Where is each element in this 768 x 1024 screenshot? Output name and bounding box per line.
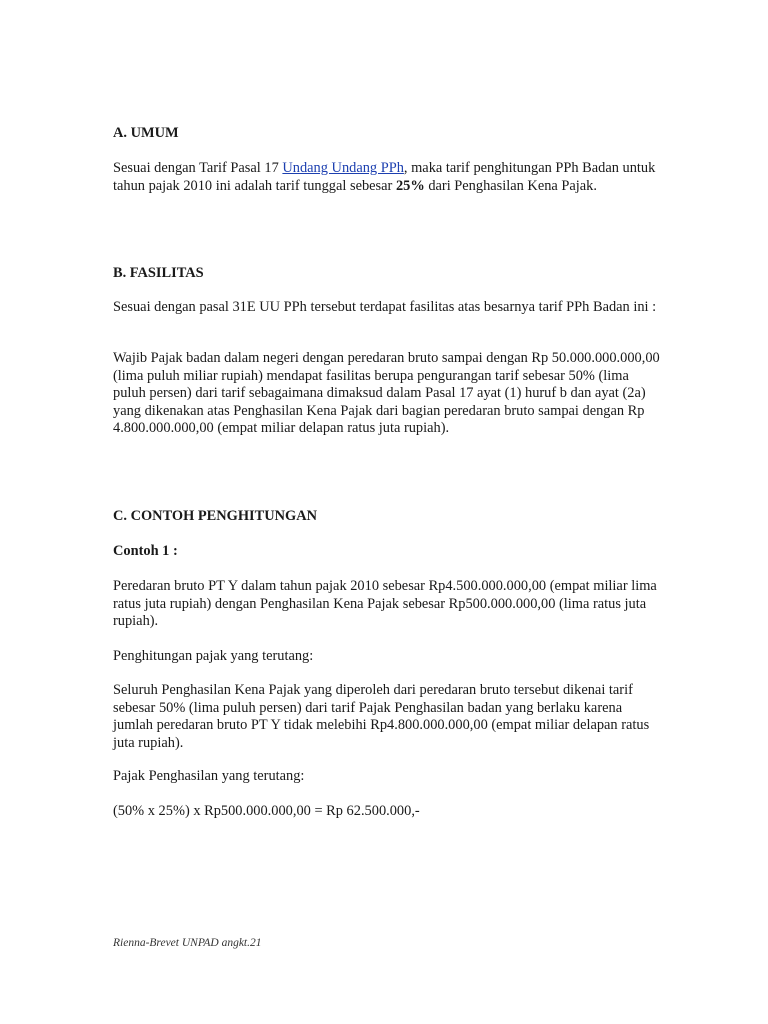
section-c-heading: C. CONTOH PENGHITUNGAN xyxy=(113,508,318,524)
section-b-paragraph-1: Sesuai dengan pasal 31E UU PPh tersebut terdapat fasilitas atas besarnya tarif PPh Badan ini : xyxy=(113,299,657,315)
section-c-paragraph-1: Peredaran bruto PT Y dalam tahun pajak 2010 sebesar Rp4.500.000.000,00 (empat miliar lima ratus juta rupiah) dengan Penghasilan Kena Pajak sebesar Rp500.000.000,00 (lima ratus juta rupiah). xyxy=(113,578,657,629)
section-c-paragraph-4: Pajak Penghasilan yang terutang: xyxy=(113,768,305,784)
undang-undang-pph-link[interactable]: Undang Undang PPh xyxy=(282,160,404,176)
section-c-calculation: (50% x 25%) x Rp500.000.000,00 = Rp 62.500.000,- xyxy=(113,803,420,819)
section-c-paragraph-2: Penghitungan pajak yang terutang: xyxy=(113,648,314,664)
tarif-bold-value: 25% xyxy=(395,177,425,194)
section-a-text-3: dari Penghasilan Kena Pajak. xyxy=(424,177,597,194)
contoh-1-heading: Contoh 1 : xyxy=(113,543,178,559)
section-b-heading: B. FASILITAS xyxy=(113,265,204,281)
section-a-paragraph xyxy=(113,160,658,195)
section-a-heading: A. UMUM xyxy=(113,125,179,141)
section-a-text-2: , maka tarif penghitungan PPh Badan untuk tahun pajak 2010 ini adalah tarif tunggal sebesar xyxy=(113,160,656,194)
section-b-paragraph-2: Wajib Pajak badan dalam negeri dengan peredaran bruto sampai dengan Rp 50.000.000.000,00 (lima puluh miliar rupiah) mendapat fasilitas berupa pengurangan tarif sebesar 50% (lima puluh persen) dari tarif sebagaimana dimaksud dalam Pasal 17 ayat (1) huruf b dan ayat (2a) yang dikenakan atas Penghasilan Kena Pajak dari bagian peredaran bruto sampai dengan Rp 4.800.000.000,00 (empat miliar delapan ratus juta rupiah). xyxy=(113,350,660,436)
section-a-text-1: Sesuai dengan Tarif Pasal 17 xyxy=(113,160,283,176)
page-footer: Rienna-Brevet UNPAD angkt.21 xyxy=(113,937,262,949)
section-c-paragraph-3: Seluruh Penghasilan Kena Pajak yang diperoleh dari peredaran bruto tersebut dikenai tarif sebesar 50% (lima puluh persen) dari tarif Pajak Penghasilan badan yang berlaku karena jumlah peredaran bruto PT Y tidak melebihi Rp4.800.000.000,00 (empat miliar delapan ratus juta rupiah). xyxy=(113,682,650,751)
